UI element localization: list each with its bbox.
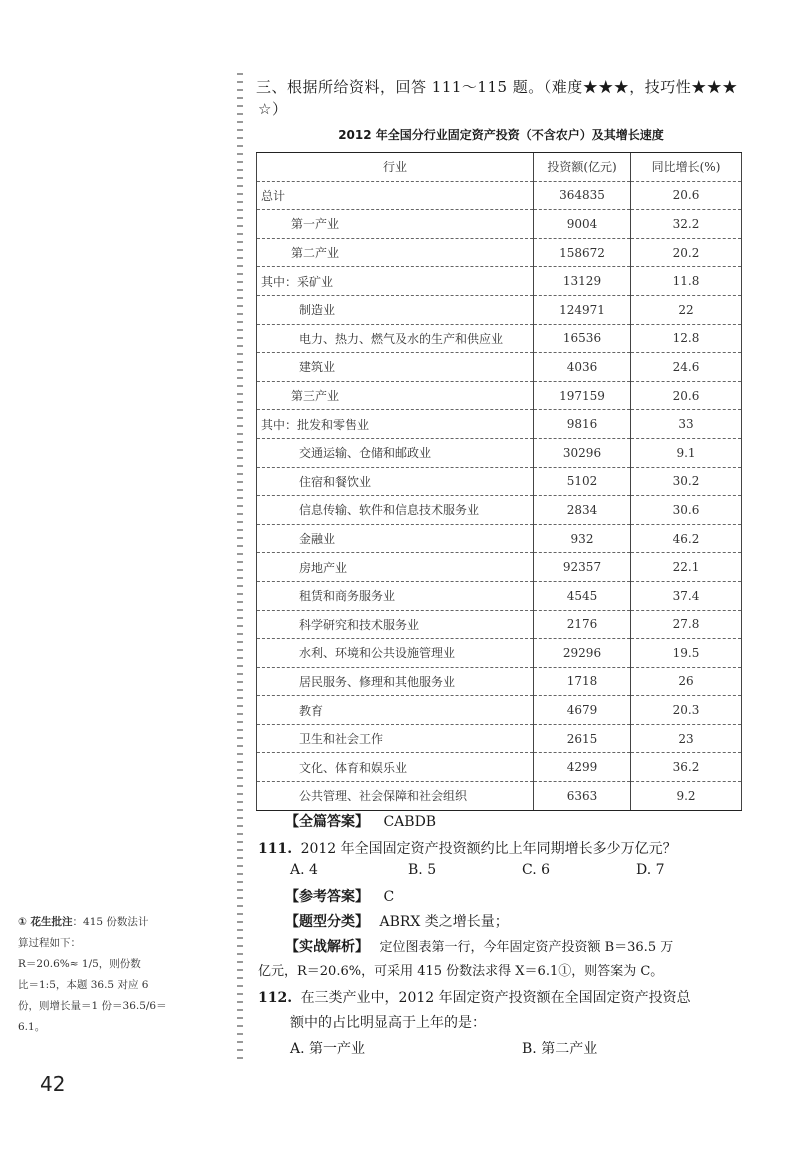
cell-growth: 20.6 [631,181,742,210]
table-row [257,696,742,725]
table-row [257,496,742,525]
cell-investment: 9004 [534,210,631,239]
q111-stem [258,839,677,859]
cell-industry: 文化、体育和娱乐业 [257,753,534,782]
cell-industry: 公共管理、社会保障和社会组织 [257,782,534,811]
cell-investment: 4545 [534,581,631,610]
q111-text: 2012 年全国固定资产投资额约比上年同期增长多少万亿元？ [300,841,677,857]
header-investment: 投资额(亿元) [534,153,631,182]
cell-industry: 其中：采矿业 [257,267,534,296]
section-heading-line1: 三、根据所给资料，回答 111～115 题。（难度★★★，技巧性★★★ [256,78,738,96]
cell-growth: 33 [631,410,742,439]
side-note-text1: ：415 份数法计 [72,916,149,928]
table-row [257,438,742,467]
q111-analysis-line1: 定位图表第一行，今年固定资产投资额 B＝36.5 万 [379,940,674,955]
cell-industry: 第二产业 [257,238,534,267]
margin-wavy-line [237,70,243,1060]
answers-all-label: 【全篇答案】 [285,814,369,830]
cell-industry: 其中：批发和零售业 [257,410,534,439]
table-row [257,324,742,353]
cell-growth: 19.5 [631,639,742,668]
cell-industry: 水利、环境和公共设施管理业 [257,639,534,668]
cell-industry: 信息传输、软件和信息技术服务业 [257,496,534,525]
q111-reference [285,887,394,907]
q112-stem [258,988,691,1008]
cell-investment: 16536 [534,324,631,353]
cell-growth: 9.1 [631,438,742,467]
cell-growth: 36.2 [631,753,742,782]
q111-option-a: A. 4 [290,862,318,878]
cell-growth: 30.2 [631,467,742,496]
table-row [257,295,742,324]
answers-all [285,812,436,832]
cell-growth: 9.2 [631,782,742,811]
cell-industry: 制造业 [257,295,534,324]
cell-growth: 22 [631,295,742,324]
cell-industry: 租赁和商务服务业 [257,581,534,610]
header-industry: 行业 [257,153,534,182]
side-annotation [18,912,234,1038]
cell-growth: 20.2 [631,238,742,267]
table-row [257,639,742,668]
q112-line2: 额中的占比明显高于上年的是： [290,1015,486,1031]
q112-number: 112. [258,990,293,1006]
q112-line1: 在三类产业中，2012 年固定资产投资额在全国固定资产投资总 [300,990,691,1006]
cell-industry: 第一产业 [257,210,534,239]
q111-option-d: D. 7 [636,862,665,878]
side-note-line2: 算过程如下： [18,937,81,949]
cell-investment: 6363 [534,782,631,811]
side-note-line6: 6.1。 [18,1021,46,1033]
q111-type-label: 【题型分类】 [285,914,369,930]
side-note-label: ① 花生批注 [18,916,73,928]
cell-growth: 37.4 [631,581,742,610]
cell-growth: 46.2 [631,524,742,553]
answers-all-text: CABDB [383,814,437,830]
q111-type [285,912,509,932]
cell-industry: 第三产业 [257,381,534,410]
table-row [257,610,742,639]
table-row [257,238,742,267]
cell-industry: 教育 [257,696,534,725]
table-row [257,267,742,296]
cell-investment: 364835 [534,181,631,210]
side-note-line5: 份，则增长量＝1 份＝36.5/6＝ [18,1000,167,1012]
cell-industry: 总计 [257,181,534,210]
q111-analysis-line2: 亿元，R＝20.6%，可采用 415 份数法求得 X＝6.1①，则答案为 C。 [258,964,664,979]
q111-analysis-label: 【实战解析】 [285,939,369,955]
cell-investment: 2615 [534,724,631,753]
header-growth: 同比增长(%) [631,153,742,182]
table-row [257,467,742,496]
cell-investment: 932 [534,524,631,553]
table-row [257,753,742,782]
cell-industry: 建筑业 [257,353,534,382]
cell-growth: 30.6 [631,496,742,525]
table-row [257,524,742,553]
q111-analysis [285,937,673,958]
table-row [257,724,742,753]
side-note-line1 [18,912,234,933]
cell-growth: 20.6 [631,381,742,410]
section-heading-line2: ☆） [258,100,288,118]
table-row [257,410,742,439]
table-row [257,210,742,239]
q111-option-b: B. 5 [408,862,437,878]
table-row [257,381,742,410]
table-row [257,181,742,210]
table-row [257,553,742,582]
cell-growth: 24.6 [631,353,742,382]
cell-growth: 20.3 [631,696,742,725]
cell-investment: 4036 [534,353,631,382]
q111-option-c: C. 6 [522,862,551,878]
cell-investment: 4679 [534,696,631,725]
side-note-line3: R＝20.6%≈ 1/5，则份数 [18,958,141,970]
cell-investment: 2176 [534,610,631,639]
q111-ref-text: C [383,889,395,905]
cell-investment: 5102 [534,467,631,496]
q111-ref-label: 【参考答案】 [285,889,369,905]
cell-investment: 13129 [534,267,631,296]
q112-option-b: B. 第二产业 [522,1041,598,1057]
table-row [257,581,742,610]
cell-industry: 房地产业 [257,553,534,582]
cell-investment: 4299 [534,753,631,782]
cell-industry: 居民服务、修理和其他服务业 [257,667,534,696]
q111-type-text: ABRX 类之增长量； [379,914,509,930]
cell-investment: 124971 [534,295,631,324]
table-row [257,353,742,382]
cell-growth: 23 [631,724,742,753]
cell-investment: 158672 [534,238,631,267]
table-header-row [257,153,742,182]
q112-option-a: A. 第一产业 [290,1041,366,1057]
section-heading [256,76,776,120]
investment-table [256,152,742,811]
cell-investment: 197159 [534,381,631,410]
cell-industry: 电力、热力、燃气及水的生产和供应业 [257,324,534,353]
table-row [257,667,742,696]
cell-industry: 科学研究和技术服务业 [257,610,534,639]
cell-growth: 22.1 [631,553,742,582]
cell-investment: 1718 [534,667,631,696]
table-title: 2012 年全国分行业固定资产投资（不含农户）及其增长速度 [338,128,664,142]
q111-number: 111. [258,841,293,857]
cell-investment: 29296 [534,639,631,668]
page-number: 42 [40,1072,66,1096]
cell-industry: 卫生和社会工作 [257,724,534,753]
table-row [257,782,742,811]
cell-industry: 住宿和餐饮业 [257,467,534,496]
cell-investment: 30296 [534,438,631,467]
side-note-line4: 比＝1:5，本题 36.5 对应 6 [18,979,149,991]
cell-growth: 12.8 [631,324,742,353]
cell-investment: 9816 [534,410,631,439]
cell-investment: 92357 [534,553,631,582]
cell-growth: 27.8 [631,610,742,639]
cell-growth: 32.2 [631,210,742,239]
cell-growth: 26 [631,667,742,696]
cell-industry: 金融业 [257,524,534,553]
cell-investment: 2834 [534,496,631,525]
cell-industry: 交通运输、仓储和邮政业 [257,438,534,467]
cell-growth: 11.8 [631,267,742,296]
